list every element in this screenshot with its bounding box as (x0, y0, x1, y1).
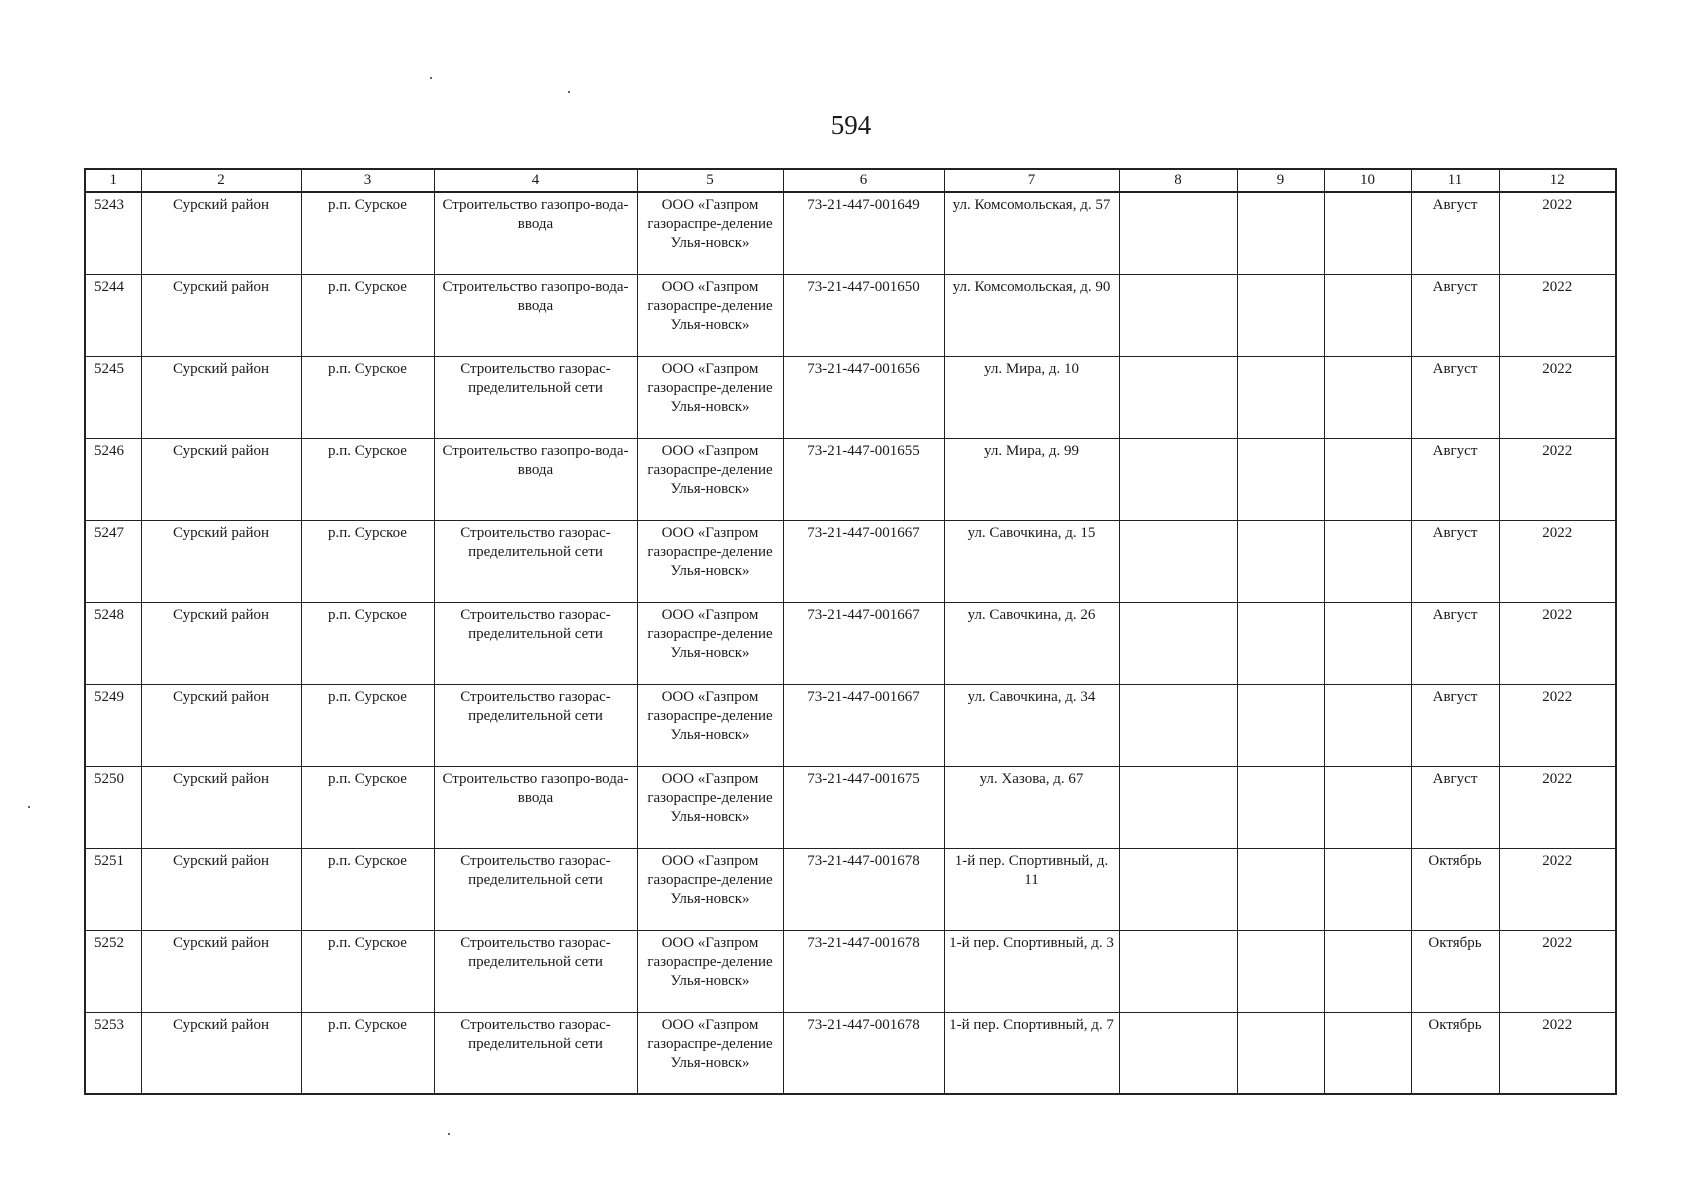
cell-address: ул. Хазова, д. 67 (944, 766, 1119, 848)
cell-col-10 (1324, 192, 1411, 274)
cell-year: 2022 (1499, 356, 1616, 438)
cell-row-number: 5243 (85, 192, 141, 274)
cell-col-9 (1237, 356, 1324, 438)
cell-object-code: 73-21-447-001656 (783, 356, 944, 438)
cell-month: Август (1411, 192, 1499, 274)
cell-address: ул. Мира, д. 10 (944, 356, 1119, 438)
cell-col-10 (1324, 356, 1411, 438)
cell-work-type: Строительство газорас-пределительной сети (434, 1012, 637, 1094)
column-header-11: 11 (1411, 169, 1499, 192)
cell-organization: ООО «Газпром газораспре-деление Улья-новск» (637, 520, 783, 602)
cell-month: Август (1411, 602, 1499, 684)
cell-work-type: Строительство газорас-пределительной сети (434, 848, 637, 930)
cell-col-8 (1119, 848, 1237, 930)
cell-work-type: Строительство газопро-вода-ввода (434, 192, 637, 274)
cell-col-10 (1324, 438, 1411, 520)
cell-district: Сурский район (141, 930, 301, 1012)
cell-district: Сурский район (141, 438, 301, 520)
cell-work-type: Строительство газорас-пределительной сети (434, 930, 637, 1012)
cell-district: Сурский район (141, 192, 301, 274)
table-row (85, 438, 1616, 520)
cell-month: Август (1411, 684, 1499, 766)
cell-object-code: 73-21-447-001678 (783, 848, 944, 930)
register-table-container (84, 168, 1605, 1095)
cell-month: Август (1411, 438, 1499, 520)
cell-object-code: 73-21-447-001678 (783, 1012, 944, 1094)
column-header-7: 7 (944, 169, 1119, 192)
cell-settlement: р.п. Сурское (301, 602, 434, 684)
cell-district: Сурский район (141, 356, 301, 438)
cell-year: 2022 (1499, 848, 1616, 930)
cell-organization: ООО «Газпром газораспре-деление Улья-новск» (637, 684, 783, 766)
cell-month: Август (1411, 766, 1499, 848)
cell-settlement: р.п. Сурское (301, 520, 434, 602)
column-header-10: 10 (1324, 169, 1411, 192)
cell-address: ул. Мира, д. 99 (944, 438, 1119, 520)
cell-organization: ООО «Газпром газораспре-деление Улья-новск» (637, 356, 783, 438)
cell-row-number: 5250 (85, 766, 141, 848)
header-row (85, 169, 1616, 192)
cell-col-9 (1237, 274, 1324, 356)
cell-settlement: р.п. Сурское (301, 438, 434, 520)
cell-organization: ООО «Газпром газораспре-деление Улья-новск» (637, 602, 783, 684)
cell-row-number: 5249 (85, 684, 141, 766)
cell-row-number: 5253 (85, 1012, 141, 1094)
cell-work-type: Строительство газопро-вода-ввода (434, 766, 637, 848)
cell-month: Август (1411, 274, 1499, 356)
table-row (85, 848, 1616, 930)
cell-year: 2022 (1499, 930, 1616, 1012)
cell-col-10 (1324, 848, 1411, 930)
table-header (85, 169, 1616, 192)
cell-address: ул. Савочкина, д. 34 (944, 684, 1119, 766)
cell-organization: ООО «Газпром газораспре-деление Улья-новск» (637, 192, 783, 274)
cell-work-type: Строительство газорас-пределительной сети (434, 602, 637, 684)
cell-col-9 (1237, 766, 1324, 848)
cell-row-number: 5248 (85, 602, 141, 684)
cell-settlement: р.п. Сурское (301, 848, 434, 930)
cell-address: 1-й пер. Спортивный, д. 3 (944, 930, 1119, 1012)
cell-month: Октябрь (1411, 1012, 1499, 1094)
cell-row-number: 5246 (85, 438, 141, 520)
column-header-4: 4 (434, 169, 637, 192)
cell-settlement: р.п. Сурское (301, 274, 434, 356)
cell-col-8 (1119, 1012, 1237, 1094)
cell-col-9 (1237, 192, 1324, 274)
cell-col-10 (1324, 520, 1411, 602)
cell-district: Сурский район (141, 1012, 301, 1094)
cell-year: 2022 (1499, 192, 1616, 274)
cell-col-10 (1324, 684, 1411, 766)
column-header-1: 1 (85, 169, 141, 192)
cell-work-type: Строительство газорас-пределительной сети (434, 684, 637, 766)
cell-object-code: 73-21-447-001678 (783, 930, 944, 1012)
cell-work-type: Строительство газорас-пределительной сети (434, 356, 637, 438)
cell-row-number: 5244 (85, 274, 141, 356)
column-header-5: 5 (637, 169, 783, 192)
cell-address: 1-й пер. Спортивный, д. 7 (944, 1012, 1119, 1094)
cell-year: 2022 (1499, 520, 1616, 602)
cell-month: Август (1411, 520, 1499, 602)
table-row (85, 684, 1616, 766)
cell-district: Сурский район (141, 848, 301, 930)
cell-col-8 (1119, 356, 1237, 438)
cell-year: 2022 (1499, 766, 1616, 848)
cell-col-9 (1237, 520, 1324, 602)
cell-row-number: 5251 (85, 848, 141, 930)
cell-col-8 (1119, 438, 1237, 520)
cell-organization: ООО «Газпром газораспре-деление Улья-новск» (637, 1012, 783, 1094)
cell-row-number: 5252 (85, 930, 141, 1012)
cell-settlement: р.п. Сурское (301, 192, 434, 274)
cell-object-code: 73-21-447-001650 (783, 274, 944, 356)
cell-district: Сурский район (141, 602, 301, 684)
cell-object-code: 73-21-447-001675 (783, 766, 944, 848)
cell-col-9 (1237, 848, 1324, 930)
cell-month: Октябрь (1411, 848, 1499, 930)
cell-address: ул. Савочкина, д. 26 (944, 602, 1119, 684)
cell-month: Октябрь (1411, 930, 1499, 1012)
cell-col-10 (1324, 930, 1411, 1012)
cell-col-9 (1237, 930, 1324, 1012)
cell-col-10 (1324, 274, 1411, 356)
cell-settlement: р.п. Сурское (301, 684, 434, 766)
cell-settlement: р.п. Сурское (301, 766, 434, 848)
scan-speck (430, 77, 432, 79)
cell-organization: ООО «Газпром газораспре-деление Улья-новск» (637, 930, 783, 1012)
cell-col-10 (1324, 602, 1411, 684)
table-row (85, 274, 1616, 356)
cell-col-10 (1324, 1012, 1411, 1094)
column-header-6: 6 (783, 169, 944, 192)
cell-organization: ООО «Газпром газораспре-деление Улья-новск» (637, 274, 783, 356)
cell-col-8 (1119, 602, 1237, 684)
cell-district: Сурский район (141, 766, 301, 848)
table-row (85, 356, 1616, 438)
cell-work-type: Строительство газорас-пределительной сети (434, 520, 637, 602)
cell-col-8 (1119, 520, 1237, 602)
cell-col-9 (1237, 684, 1324, 766)
cell-settlement: р.п. Сурское (301, 356, 434, 438)
cell-col-8 (1119, 192, 1237, 274)
cell-year: 2022 (1499, 438, 1616, 520)
cell-year: 2022 (1499, 274, 1616, 356)
cell-address: ул. Савочкина, д. 15 (944, 520, 1119, 602)
cell-col-8 (1119, 766, 1237, 848)
cell-settlement: р.п. Сурское (301, 930, 434, 1012)
cell-object-code: 73-21-447-001655 (783, 438, 944, 520)
scan-speck (568, 91, 570, 93)
table-row (85, 930, 1616, 1012)
cell-object-code: 73-21-447-001667 (783, 684, 944, 766)
cell-district: Сурский район (141, 274, 301, 356)
cell-settlement: р.п. Сурское (301, 1012, 434, 1094)
cell-work-type: Строительство газопро-вода-ввода (434, 274, 637, 356)
column-header-8: 8 (1119, 169, 1237, 192)
column-header-12: 12 (1499, 169, 1616, 192)
cell-organization: ООО «Газпром газораспре-деление Улья-новск» (637, 848, 783, 930)
cell-col-8 (1119, 274, 1237, 356)
cell-col-9 (1237, 602, 1324, 684)
cell-col-9 (1237, 438, 1324, 520)
scan-speck (28, 806, 30, 808)
cell-district: Сурский район (141, 520, 301, 602)
cell-work-type: Строительство газопро-вода-ввода (434, 438, 637, 520)
table-row (85, 602, 1616, 684)
cell-col-9 (1237, 1012, 1324, 1094)
cell-object-code: 73-21-447-001667 (783, 520, 944, 602)
cell-row-number: 5247 (85, 520, 141, 602)
cell-month: Август (1411, 356, 1499, 438)
cell-organization: ООО «Газпром газораспре-деление Улья-новск» (637, 766, 783, 848)
cell-address: ул. Комсомольская, д. 90 (944, 274, 1119, 356)
column-header-2: 2 (141, 169, 301, 192)
table-row (85, 766, 1616, 848)
cell-year: 2022 (1499, 1012, 1616, 1094)
cell-year: 2022 (1499, 684, 1616, 766)
cell-object-code: 73-21-447-001649 (783, 192, 944, 274)
cell-year: 2022 (1499, 602, 1616, 684)
page-number: 594 (830, 110, 872, 140)
register-table (84, 168, 1617, 1095)
cell-organization: ООО «Газпром газораспре-деление Улья-новск» (637, 438, 783, 520)
cell-col-8 (1119, 930, 1237, 1012)
table-row (85, 1012, 1616, 1094)
table-body (85, 192, 1616, 1094)
cell-address: 1-й пер. Спортивный, д. 11 (944, 848, 1119, 930)
cell-col-10 (1324, 766, 1411, 848)
cell-row-number: 5245 (85, 356, 141, 438)
table-row (85, 520, 1616, 602)
cell-object-code: 73-21-447-001667 (783, 602, 944, 684)
column-header-9: 9 (1237, 169, 1324, 192)
cell-address: ул. Комсомольская, д. 57 (944, 192, 1119, 274)
table-row (85, 192, 1616, 274)
column-header-3: 3 (301, 169, 434, 192)
cell-district: Сурский район (141, 684, 301, 766)
scan-speck (448, 1133, 450, 1135)
cell-col-8 (1119, 684, 1237, 766)
